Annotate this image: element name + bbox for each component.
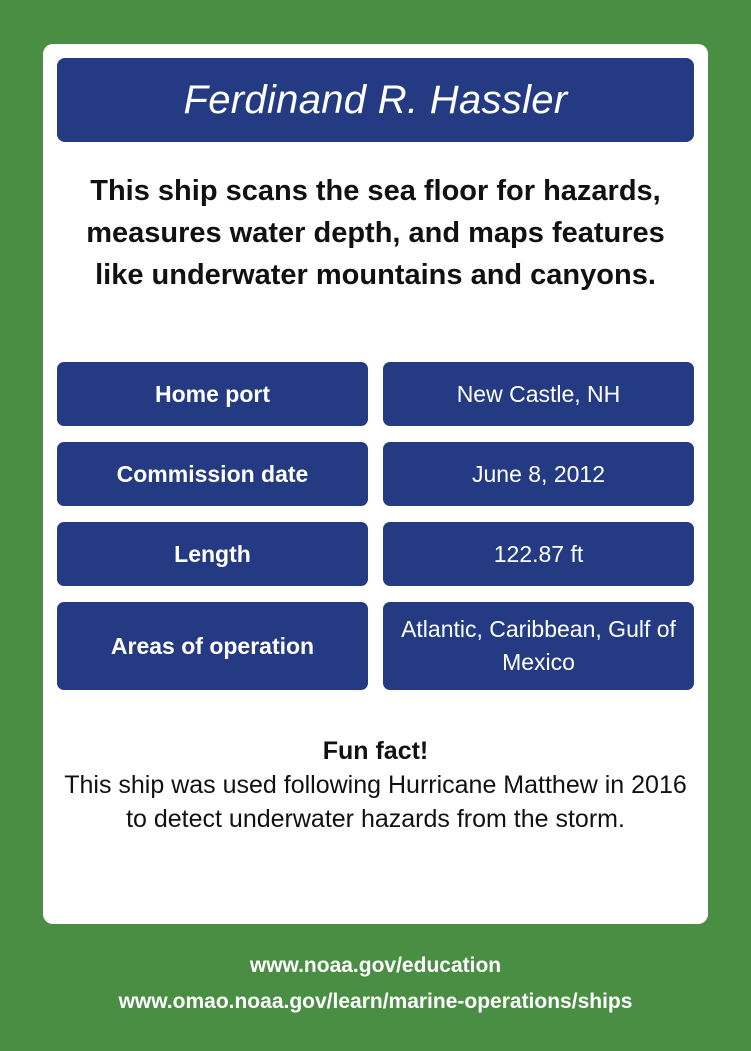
- fun-fact-section: [63, 734, 688, 836]
- fact-label-commission-date: Commission date: [57, 442, 368, 506]
- fact-row-commission-date: [57, 442, 694, 506]
- fact-value-home-port: New Castle, NH: [383, 362, 694, 426]
- fact-value-commission-date: June 8, 2012: [383, 442, 694, 506]
- fun-fact-body: This ship was used following Hurricane Matthew in 2016 to detect underwater hazards from the storm.: [64, 771, 687, 833]
- fact-value-length: 122.87 ft: [383, 522, 694, 586]
- ship-name: Ferdinand R. Hassler: [183, 77, 568, 122]
- omao-ships-link[interactable]: www.omao.noaa.gov/learn/marine-operations/ships: [118, 990, 633, 1013]
- noaa-education-link[interactable]: www.noaa.gov/education: [249, 954, 502, 977]
- fun-fact-heading: Fun fact!: [322, 737, 429, 765]
- fact-label-areas-of-operation: Areas of operation: [57, 602, 368, 690]
- fact-value-areas-of-operation: Atlantic, Caribbean, Gulf of Mexico: [383, 602, 694, 690]
- fact-label-length: Length: [57, 522, 368, 586]
- fact-row-length: [57, 522, 694, 586]
- fact-label-home-port: Home port: [57, 362, 368, 426]
- title-bar: [57, 58, 694, 142]
- fact-row-home-port: [57, 362, 694, 426]
- ship-card: [43, 44, 708, 924]
- fact-row-areas-of-operation: [57, 602, 694, 690]
- ship-description: This ship scans the sea floor for hazards, measures water depth, and maps features like underwater mountains and canyons.: [86, 175, 665, 291]
- footer: [0, 948, 751, 1020]
